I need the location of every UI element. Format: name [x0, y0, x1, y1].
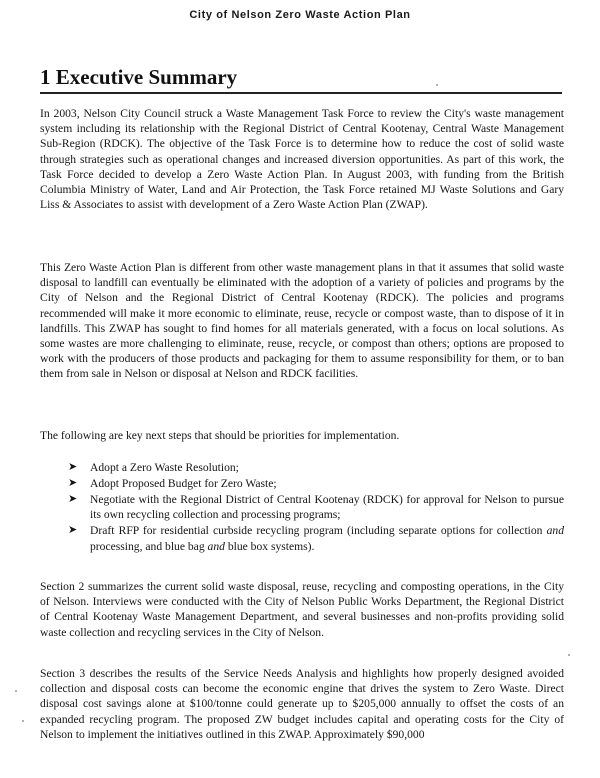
heading-underline: [40, 92, 562, 94]
scan-speck: [568, 654, 570, 656]
list-item-text: Negotiate with the Regional District of Central Kootenay (RDCK) for approval for Nelson to pursue its own recycling collection and processing programs;: [90, 493, 564, 522]
paragraph-intro: In 2003, Nelson City Council struck a Waste Management Task Force to review the City's waste management system including its relationship with the Regional District of Central Kootenay, Central Waste Management Sub-Region (RDCK). The objective of the Task Force is to determine how to reduce the cost of solid waste through strategies such as operational changes and increased diversion opportunities. As part of this work, the Task Force decided to develop a Zero Waste Action Plan. In August 2003, with funding from the British Columbia Ministry of Water, Land and Air Protection, the Task Force retained MJ Waste Solutions and Gary Liss & Associates to assist with development of a Zero Waste Action Plan (ZWAP).: [40, 107, 564, 212]
list-item-text: Adopt a Zero Waste Resolution;: [90, 461, 239, 474]
scan-speck: [15, 690, 17, 692]
paragraph-plan-description: This Zero Waste Action Plan is different from other waste management plans in that it assumes that solid waste disposal to landfill can eventually be eliminated with the adoption of a variety of policies and programs by the City of Nelson and the Regional District of Central Kootenay (RDCK). The policies and programs recommended will make it more economic to eliminate, reuse, recycle or compost waste, than to dispose of it in landfills. This ZWAP has sought to find homes for all materials generated, with a focus on local solutions. As some wastes are more challenging to eliminate, reuse, recycle, or compost than others; options are proposed to work with the producers of those products and packaging for them to assume responsibility for them, or to ban them from sale in Nelson or disposal at Nelson and RDCK facilities.: [40, 261, 564, 381]
section-heading: 1 Executive Summary: [40, 65, 238, 89]
running-header: City of Nelson Zero Waste Action Plan: [189, 9, 411, 21]
list-item-text: Adopt Proposed Budget for Zero Waste;: [90, 477, 277, 490]
scan-speck: [436, 84, 438, 86]
arrow-bullet-icon: ➤: [68, 524, 78, 537]
arrow-bullet-icon: ➤: [68, 461, 78, 473]
paragraph-section-2: Section 2 summarizes the current solid waste disposal, reuse, recycling and composting operations, in the City of Nelson. Interviews were conducted with the City of Nelson Public Works Department, the Regional District of Central Kootenay Waste Management Department, and several businesses and non-profits providing solid waste collection and recycling services in the City of Nelson.: [40, 580, 564, 639]
arrow-bullet-icon: ➤: [68, 493, 78, 505]
paragraph-section-3: Section 3 describes the results of the Service Needs Analysis and highlights how properly designed avoided collection and disposal costs can become the economic engine that drives the system to Zero Waste. Direct disposal cost savings alone at $100/tonne could generate up to $205,000 annually to offset the costs of an expanded recycling program. The proposed ZW budget includes capital and operating costs for the City of Nelson to implement the initiatives outlined in this ZWAP. Approximately $90,000: [40, 667, 564, 741]
scan-speck: [22, 720, 24, 722]
list-item: [68, 492, 564, 523]
arrow-bullet-icon: ➤: [68, 477, 78, 489]
list-item: [68, 523, 564, 554]
next-steps-list: [68, 460, 564, 555]
list-item: [68, 476, 564, 491]
paragraph-next-steps-intro: The following are key next steps that should be priorities for implementation.: [40, 429, 400, 442]
list-item: [68, 460, 564, 475]
list-item-text: Draft RFP for residential curbside recycling program (including separate options for collection and processing, and blue bag and blue box systems).: [90, 524, 564, 553]
